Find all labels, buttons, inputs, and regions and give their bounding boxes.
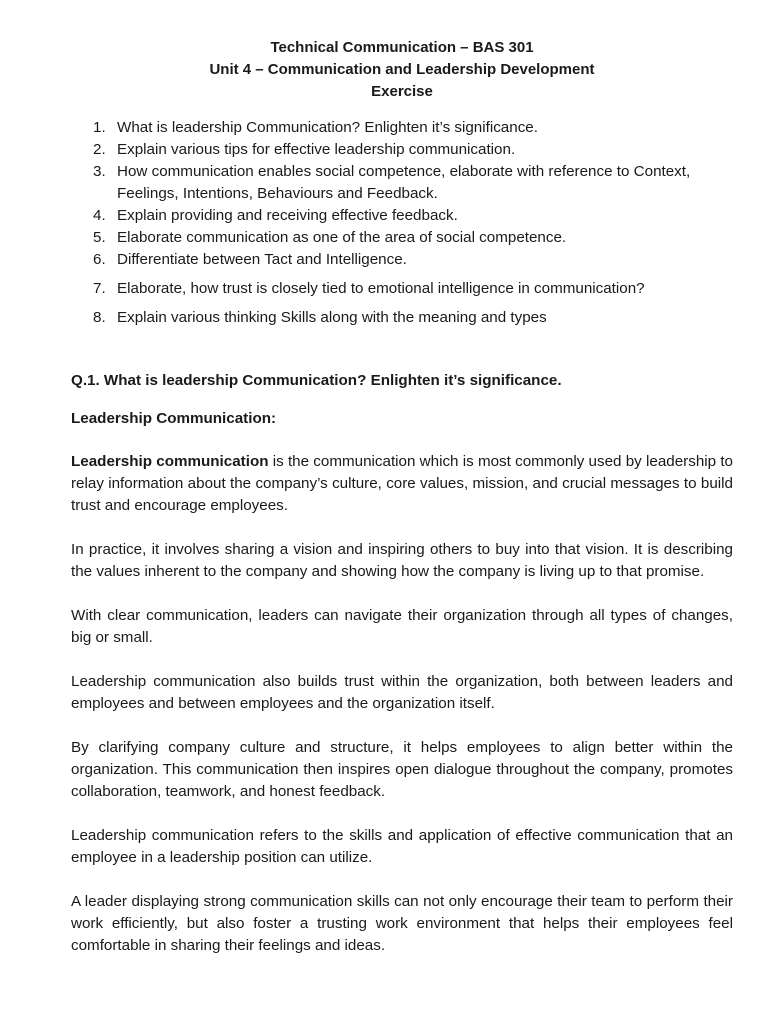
- list-number: 4.: [93, 207, 106, 224]
- question-text: Explain various thinking Skills along with the meaning and types: [117, 309, 547, 326]
- paragraph: By clarifying company culture and structure, it helps employees to align better within the organization. This communication then inspires open dialogue throughout the company, promotes collaboration, teamwork, and honest feedback.: [71, 739, 733, 800]
- question-text: Explain various tips for effective leadership communication.: [117, 141, 516, 158]
- list-item: [93, 227, 733, 249]
- question-text: Differentiate between Tact and Intelligence.: [117, 251, 407, 268]
- question-text: Elaborate, how trust is closely tied to emotional intelligence in communication?: [117, 280, 645, 297]
- list-item: [93, 139, 733, 161]
- list-item: [93, 307, 733, 329]
- list-number: 3.: [93, 163, 106, 180]
- question-text: Explain providing and receiving effective feedback.: [117, 207, 458, 224]
- paragraph: Leadership communication also builds trust within the organization, both between leaders and employees and between employees and the organization itself.: [71, 673, 733, 712]
- course-title: Technical Communication – BAS 301: [270, 39, 534, 56]
- list-item: [93, 278, 733, 300]
- paragraph-text: is the communication which is most commonly used by leadership to relay information about the company’s culture, core values, mission, and crucial messages to build trust and encourage employees.: [71, 453, 733, 514]
- paragraph: [71, 451, 733, 517]
- list-item: [93, 205, 733, 227]
- paragraph: With clear communication, leaders can navigate their organization through all types of changes, big or small.: [71, 607, 733, 646]
- list-number: 5.: [93, 229, 106, 246]
- paragraph: Leadership communication refers to the skills and application of effective communication that an employee in a leadership position can utilize.: [71, 827, 733, 866]
- list-number: 8.: [93, 309, 106, 326]
- unit-title: Unit 4 – Communication and Leadership Development: [209, 61, 595, 78]
- exercise-title: Exercise: [371, 83, 433, 100]
- list-item: [93, 117, 733, 139]
- list-item: [93, 249, 733, 271]
- list-number: 7.: [93, 280, 106, 297]
- list-item: [93, 161, 733, 205]
- document-page: [71, 37, 733, 957]
- question-text: Elaborate communication as one of the area of social competence.: [117, 229, 567, 246]
- question-text: How communication enables social competence, elaborate with reference to Context, Feelings, Intentions, Behaviours and Feedback.: [117, 163, 691, 202]
- question-list: [71, 117, 733, 329]
- answer-question-heading: Q.1. What is leadership Communication? Enlighten it’s significance.: [71, 372, 562, 389]
- paragraph: In practice, it involves sharing a vision and inspiring others to buy into that vision. It is describing the values inherent to the company and showing how the company is living up to that promise.: [71, 541, 733, 580]
- list-number: 1.: [93, 119, 106, 136]
- document-header: [71, 37, 733, 103]
- answer-sub-heading: Leadership Communication:: [71, 410, 277, 427]
- paragraph-bold-term: Leadership communication: [71, 453, 269, 470]
- list-number: 2.: [93, 141, 106, 158]
- list-number: 6.: [93, 251, 106, 268]
- question-text: What is leadership Communication? Enlighten it’s significance.: [117, 119, 538, 136]
- paragraph: A leader displaying strong communication skills can not only encourage their team to perform their work efficiently, but also foster a trusting work environment that helps their employees feel comfortable in sharing their feelings and ideas.: [71, 893, 733, 954]
